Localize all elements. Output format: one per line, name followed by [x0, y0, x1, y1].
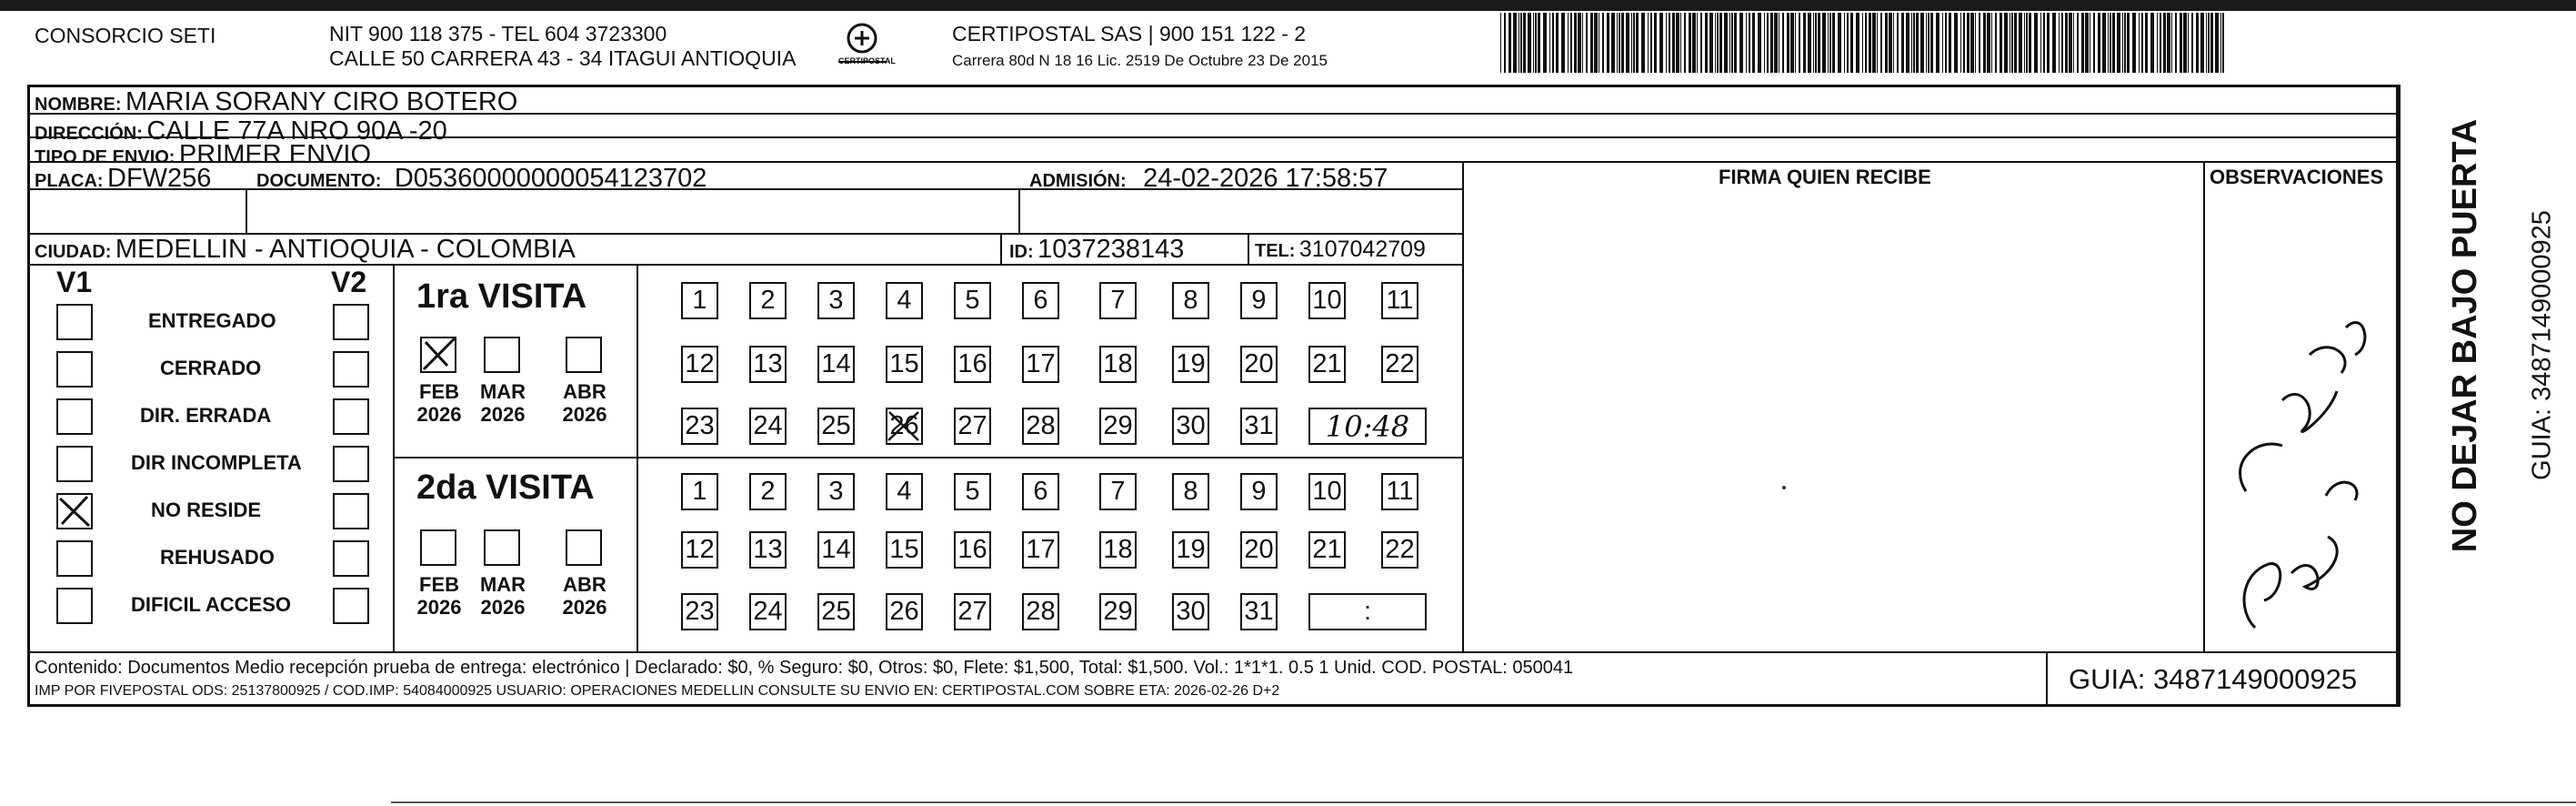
day-box[interactable]: 24: [749, 408, 787, 445]
day-box[interactable]: 20: [1240, 531, 1278, 569]
month-label: [476, 573, 530, 620]
month-checkbox[interactable]: [566, 529, 602, 566]
month-checkbox[interactable]: [484, 529, 520, 566]
v2-checkbox[interactable]: [333, 493, 369, 529]
month-label: [476, 380, 530, 427]
company-name: CONSORCIO SETI: [35, 24, 216, 47]
v1-checkbox[interactable]: [56, 588, 93, 624]
day-box[interactable]: 22: [1381, 346, 1418, 383]
placa-label: PLACA:: [35, 171, 104, 191]
placa-value: DFW256: [107, 164, 212, 193]
v1-label: V1: [56, 266, 93, 298]
ciudad-label: CIUDAD:: [35, 242, 112, 262]
status-label: CERRADO: [160, 357, 262, 379]
v2-label: V2: [331, 266, 367, 298]
guia-box-text: GUIA: 3487149000925: [2069, 663, 2358, 695]
day-box[interactable]: 13: [749, 531, 787, 569]
divider: [393, 457, 1462, 458]
direccion-label: DIRECCIÓN:: [35, 124, 143, 144]
day-box[interactable]: 8: [1172, 282, 1209, 319]
v2-checkbox[interactable]: [333, 304, 369, 340]
day-box[interactable]: 19: [1172, 346, 1209, 383]
day-box[interactable]: 15: [886, 531, 923, 569]
day-box[interactable]: 12: [681, 531, 718, 569]
nombre-label: NOMBRE:: [35, 95, 122, 115]
month-name: MAR: [479, 573, 526, 596]
tipo-envio-value: PRIMER ENVIO: [178, 140, 372, 169]
certipostal-line: CERTIPOSTAL SAS | 900 151 122 - 2: [952, 22, 1307, 45]
v2-checkbox[interactable]: [333, 588, 369, 624]
direccion-value: CALLE 77A NRO 90A -20: [146, 116, 447, 146]
ink-dot: [1782, 486, 1786, 489]
status-label: DIFICIL ACCESO: [131, 593, 292, 616]
day-box[interactable]: 1: [681, 282, 718, 319]
day-box[interactable]: 11: [1381, 473, 1418, 510]
v1-checkbox[interactable]: [56, 351, 93, 388]
id-field: [1009, 237, 1184, 263]
side-vertical-block: [2415, 91, 2557, 619]
v1-checkbox[interactable]: [56, 304, 93, 340]
observaciones-label: OBSERVACIONES: [2210, 166, 2384, 188]
day-box[interactable]: 30: [1172, 593, 1209, 630]
guia-vertical: GUIA: 3487149000925: [2527, 210, 2557, 480]
documento-value: D05360000000054123702: [394, 164, 707, 193]
month-name: ABR: [563, 573, 606, 596]
address-line: CALLE 50 CARRERA 43 - 34 ITAGUI ANTIOQUIA: [329, 46, 797, 70]
day-box[interactable]: 11: [1381, 282, 1418, 319]
ciudad-field: [35, 237, 576, 263]
day-box[interactable]: 10: [1308, 473, 1346, 510]
nit-line: NIT 900 118 375 - TEL 604 3723300: [329, 22, 667, 45]
divider: [27, 651, 2399, 653]
day-box[interactable]: 4: [886, 473, 923, 510]
month-name: MAR: [479, 380, 526, 403]
day-box[interactable]: 27: [954, 593, 991, 630]
day-box[interactable]: 17: [1022, 531, 1059, 569]
day-box[interactable]: 25: [817, 408, 855, 445]
month-name: FEB: [419, 573, 459, 596]
month-year: 2026: [562, 403, 607, 427]
v2-checkbox[interactable]: [333, 446, 369, 482]
day-box[interactable]: 22: [1381, 531, 1418, 569]
status-label: DIR INCOMPLETA: [131, 451, 302, 474]
divider: [2399, 85, 2401, 707]
day-box[interactable]: 21: [1308, 346, 1346, 383]
month-year: 2026: [416, 403, 462, 427]
divider: [27, 264, 1464, 266]
scan-edge-line: [391, 801, 2576, 803]
placa-field: [35, 166, 211, 192]
day-box[interactable]: 6: [1022, 282, 1059, 319]
month-checkbox[interactable]: [566, 337, 602, 373]
documento-field: [256, 166, 707, 192]
divider: [246, 188, 247, 234]
month-name: FEB: [419, 380, 459, 403]
month-label: [557, 380, 612, 427]
day-box[interactable]: 26: [886, 408, 923, 445]
day-box[interactable]: 2: [749, 282, 787, 319]
first-visit-title: 1ra VISITA: [416, 277, 587, 316]
top-dark-edge: [0, 0, 2576, 11]
status-label: DIR. ERRADA: [140, 404, 272, 427]
status-label: REHUSADO: [160, 546, 275, 569]
month-checkbox[interactable]: [484, 337, 520, 373]
barcode: [1500, 13, 2228, 75]
day-box[interactable]: 23: [681, 593, 718, 630]
license-line: Carrera 80d N 18 16 Lic. 2519 De Octubre 23 De 2015: [952, 52, 1328, 69]
nombre-value: MARIA SORANY CIRO BOTERO: [125, 87, 518, 116]
day-box[interactable]: 4: [886, 282, 923, 319]
day-box[interactable]: 10: [1308, 282, 1346, 319]
v1-checkbox[interactable]: [56, 446, 93, 482]
day-box[interactable]: 30: [1172, 408, 1209, 445]
day-box[interactable]: 6: [1022, 473, 1059, 510]
day-box[interactable]: 23: [681, 408, 718, 445]
day-box[interactable]: 28: [1022, 408, 1059, 445]
v1-checkbox[interactable]: [56, 398, 93, 435]
month-year: 2026: [480, 596, 526, 620]
v2-checkbox[interactable]: [333, 540, 369, 577]
v2-checkbox[interactable]: [333, 351, 369, 388]
imp-line: IMP POR FIVEPOSTAL ODS: 25137800925 / COD.IMP: 54084000925 USUARIO: OPERACIONES MEDELLIN CONSULTE SU ENVIO EN: CERTIPOSTAL.COM SOBRE ETA: 2026-02-26 D+2: [35, 683, 1280, 699]
day-box[interactable]: 20: [1240, 346, 1278, 383]
day-box[interactable]: 14: [817, 531, 855, 569]
documento-label: DOCUMENTO:: [256, 171, 382, 191]
divider: [1248, 233, 1249, 264]
admision-field: [1029, 166, 1388, 192]
day-box[interactable]: 9: [1240, 282, 1278, 319]
tel-field: [1255, 238, 1426, 261]
day-box[interactable]: 18: [1099, 531, 1137, 569]
month-name: ABR: [563, 380, 606, 403]
day-box[interactable]: 27: [954, 408, 991, 445]
divider: [2046, 651, 2048, 707]
v2-checkbox[interactable]: [333, 398, 369, 435]
day-box[interactable]: 15: [886, 346, 923, 383]
day-box[interactable]: 9: [1240, 473, 1278, 510]
id-label: ID:: [1009, 242, 1034, 262]
day-box[interactable]: 7: [1099, 473, 1137, 510]
day-box[interactable]: 3: [817, 473, 855, 510]
divider: [27, 161, 2399, 163]
admision-label: ADMISIÓN:: [1029, 171, 1127, 191]
month-label: [412, 380, 466, 427]
second-visit-title: 2da VISITA: [416, 468, 595, 507]
divider: [1462, 161, 1464, 652]
day-box[interactable]: 12: [681, 346, 718, 383]
day-box[interactable]: 17: [1022, 346, 1059, 383]
day-box[interactable]: 29: [1099, 408, 1137, 445]
nombre-field: [35, 89, 517, 116]
logo-text: CERTIPOSTAL: [838, 56, 896, 65]
handwritten-signature: [2219, 273, 2382, 637]
status-label: NO RESIDE: [151, 499, 262, 521]
month-checkbox[interactable]: [420, 529, 456, 566]
day-box[interactable]: 2: [749, 473, 787, 510]
day-box[interactable]: 13: [749, 346, 787, 383]
day-box[interactable]: 21: [1308, 531, 1346, 569]
certipostal-logo: [835, 18, 896, 73]
day-box[interactable]: 26: [886, 593, 923, 630]
day-box[interactable]: 25: [817, 593, 855, 630]
id-value: 1037238143: [1037, 235, 1185, 264]
time-box[interactable]: :: [1308, 593, 1427, 630]
day-box[interactable]: 16: [954, 531, 991, 569]
month-year: 2026: [416, 596, 462, 620]
day-box[interactable]: 1: [681, 473, 718, 510]
month-checkbox[interactable]: [420, 337, 456, 373]
month-year: 2026: [480, 403, 526, 427]
no-dejar-bajo-puerta: NO DEJAR BAJO PUERTA: [2446, 118, 2484, 553]
ciudad-value: MEDELLIN - ANTIOQUIA - COLOMBIA: [115, 235, 576, 264]
divider: [1018, 188, 1020, 234]
day-box[interactable]: 19: [1172, 531, 1209, 569]
month-label: [557, 573, 612, 620]
day-box[interactable]: 5: [954, 473, 991, 510]
month-label: [412, 573, 466, 620]
day-box[interactable]: 8: [1172, 473, 1209, 510]
day-box[interactable]: 31: [1240, 593, 1278, 630]
day-box[interactable]: 28: [1022, 593, 1059, 630]
day-box[interactable]: 31: [1240, 408, 1278, 445]
day-box[interactable]: 16: [954, 346, 991, 383]
v1-checkbox[interactable]: [56, 493, 93, 529]
time-box[interactable]: 10:48: [1308, 408, 1427, 445]
firma-label: FIRMA QUIEN RECIBE: [1719, 166, 1931, 188]
divider: [1000, 233, 1002, 264]
day-box[interactable]: 18: [1099, 346, 1137, 383]
admision-value: 24-02-2026 17:58:57: [1143, 164, 1388, 193]
tipo-envio-label: TIPO DE ENVIO:: [35, 147, 175, 167]
tel-label: TEL:: [1255, 241, 1296, 261]
v1-checkbox[interactable]: [56, 540, 93, 577]
contenido-line: Contenido: Documentos Medio recepción prueba de entrega: electrónico | Declarado: $0, % Seguro: $0, Otros: $0, Flete: $1,500, Total: $1,500. Vol.: 1*1*1. 0.5 1 Unid. COD. POSTAL: 050041: [35, 658, 1574, 678]
status-label: ENTREGADO: [148, 309, 276, 332]
day-box[interactable]: 29: [1099, 593, 1137, 630]
day-box[interactable]: 5: [954, 282, 991, 319]
divider: [2203, 161, 2205, 652]
day-box[interactable]: 14: [817, 346, 855, 383]
day-box[interactable]: 3: [817, 282, 855, 319]
month-year: 2026: [562, 596, 607, 620]
day-box[interactable]: 7: [1099, 282, 1137, 319]
day-box[interactable]: 24: [749, 593, 787, 630]
tel-value: 3107042709: [1298, 237, 1426, 262]
